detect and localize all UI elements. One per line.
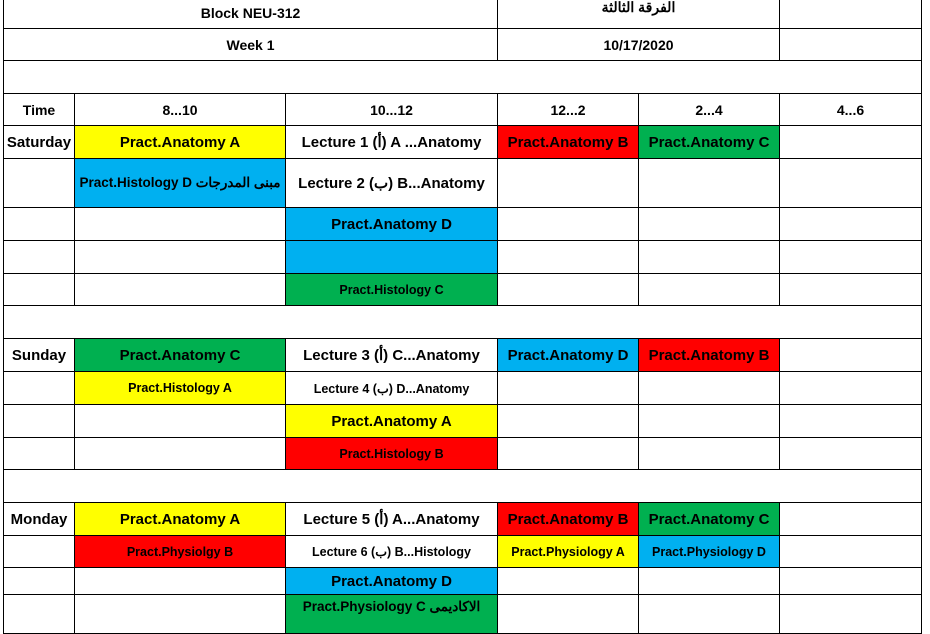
empty-cell xyxy=(3,437,75,470)
empty-cell xyxy=(779,594,922,634)
empty-cell xyxy=(638,240,780,274)
session-cell: Pract.Anatomy A xyxy=(74,125,286,159)
date-label: 10/17/2020 xyxy=(497,28,780,61)
lecture-cell: Lecture 3 (أ) C...Anatomy xyxy=(285,338,498,372)
day-label-monday: Monday xyxy=(3,502,75,536)
lecture-cell: Lecture 4 (ب) D...Anatomy xyxy=(285,371,498,405)
empty-cell xyxy=(638,404,780,438)
empty-cell xyxy=(779,338,922,372)
day-label-saturday: Saturday xyxy=(3,125,75,159)
empty-cell xyxy=(779,273,922,306)
session-cell: Pract.Anatomy B xyxy=(497,125,639,159)
empty-cell xyxy=(638,567,780,595)
empty-cell xyxy=(74,567,286,595)
empty-cell xyxy=(74,207,286,241)
empty-cell xyxy=(3,371,75,405)
column-header-slot: 4...6 xyxy=(779,93,922,126)
empty-cell xyxy=(497,404,639,438)
session-cell: Pract.Anatomy C xyxy=(638,502,780,536)
column-header-slot: 2...4 xyxy=(638,93,780,126)
empty-cell xyxy=(3,594,75,634)
session-cell: Pract.Anatomy A xyxy=(74,502,286,536)
empty-cell xyxy=(74,273,286,306)
spacer-row xyxy=(3,305,922,339)
empty-cell xyxy=(497,240,639,274)
session-cell: Pract.Anatomy B xyxy=(638,338,780,372)
empty-cell xyxy=(3,535,75,568)
day-label-sunday: Sunday xyxy=(3,338,75,372)
lecture-cell: Lecture 6 (ب) B...Histology xyxy=(285,535,498,568)
empty-cell xyxy=(3,240,75,274)
empty-cell xyxy=(779,437,922,470)
session-cell: Pract.Anatomy D xyxy=(285,207,498,241)
year-label: الفرقة الثالثة xyxy=(497,0,780,29)
week-label: Week 1 xyxy=(3,28,498,61)
empty-cell xyxy=(779,404,922,438)
empty-cell xyxy=(497,273,639,306)
session-cell: Pract.Histology D مبنى المدرجات xyxy=(74,158,286,208)
session-cell: Pract.Physiology A xyxy=(497,535,639,568)
lecture-cell: Lecture 2 (ب) B...Anatomy xyxy=(285,158,498,208)
empty-cell xyxy=(3,273,75,306)
empty-cell xyxy=(779,535,922,568)
empty-cell xyxy=(74,404,286,438)
empty-cell xyxy=(74,437,286,470)
empty-cell xyxy=(74,240,286,274)
column-header-slot: 8...10 xyxy=(74,93,286,126)
empty-cell xyxy=(779,158,922,208)
empty-cell xyxy=(779,125,922,159)
empty-cell xyxy=(638,437,780,470)
session-cell: Pract.Anatomy A xyxy=(285,404,498,438)
session-cell: Pract.Histology B xyxy=(285,437,498,470)
empty-cell xyxy=(638,207,780,241)
empty-cell xyxy=(3,404,75,438)
empty-cell xyxy=(638,594,780,634)
empty-cell xyxy=(497,437,639,470)
column-header-time: Time xyxy=(3,93,75,126)
empty-cell xyxy=(779,240,922,274)
lecture-cell: Lecture 5 (أ) A...Anatomy xyxy=(285,502,498,536)
session-cell: Pract.Histology A xyxy=(74,371,286,405)
empty-cell xyxy=(779,207,922,241)
empty-colored-cell xyxy=(285,240,498,274)
header-empty-cell xyxy=(779,0,922,29)
empty-cell xyxy=(638,273,780,306)
empty-cell xyxy=(497,594,639,634)
session-cell: Pract.Physiolgy B xyxy=(74,535,286,568)
column-header-slot: 10...12 xyxy=(285,93,498,126)
empty-cell xyxy=(497,567,639,595)
session-cell: Pract.Physiology D xyxy=(638,535,780,568)
session-cell: Pract.Anatomy B xyxy=(497,502,639,536)
session-cell: Pract.Anatomy D xyxy=(285,567,498,595)
spacer-row xyxy=(3,469,922,503)
session-cell: Pract.Physiology C الاكاديمى xyxy=(285,594,498,634)
block-title: Block NEU-312 xyxy=(3,0,498,29)
empty-cell xyxy=(3,567,75,595)
empty-cell xyxy=(497,207,639,241)
empty-cell xyxy=(779,371,922,405)
session-cell: Pract.Histology C xyxy=(285,273,498,306)
lecture-cell: Lecture 1 (أ) A ...Anatomy xyxy=(285,125,498,159)
empty-cell xyxy=(3,158,75,208)
empty-cell xyxy=(779,567,922,595)
empty-cell xyxy=(638,371,780,405)
empty-cell xyxy=(497,158,639,208)
spacer-row xyxy=(3,60,922,94)
empty-cell xyxy=(497,371,639,405)
empty-cell xyxy=(779,502,922,536)
empty-cell xyxy=(74,594,286,634)
session-cell: Pract.Anatomy C xyxy=(638,125,780,159)
empty-cell xyxy=(3,207,75,241)
header-empty-cell xyxy=(779,28,922,61)
column-header-slot: 12...2 xyxy=(497,93,639,126)
session-cell: Pract.Anatomy D xyxy=(497,338,639,372)
empty-cell xyxy=(638,158,780,208)
session-cell: Pract.Anatomy C xyxy=(74,338,286,372)
